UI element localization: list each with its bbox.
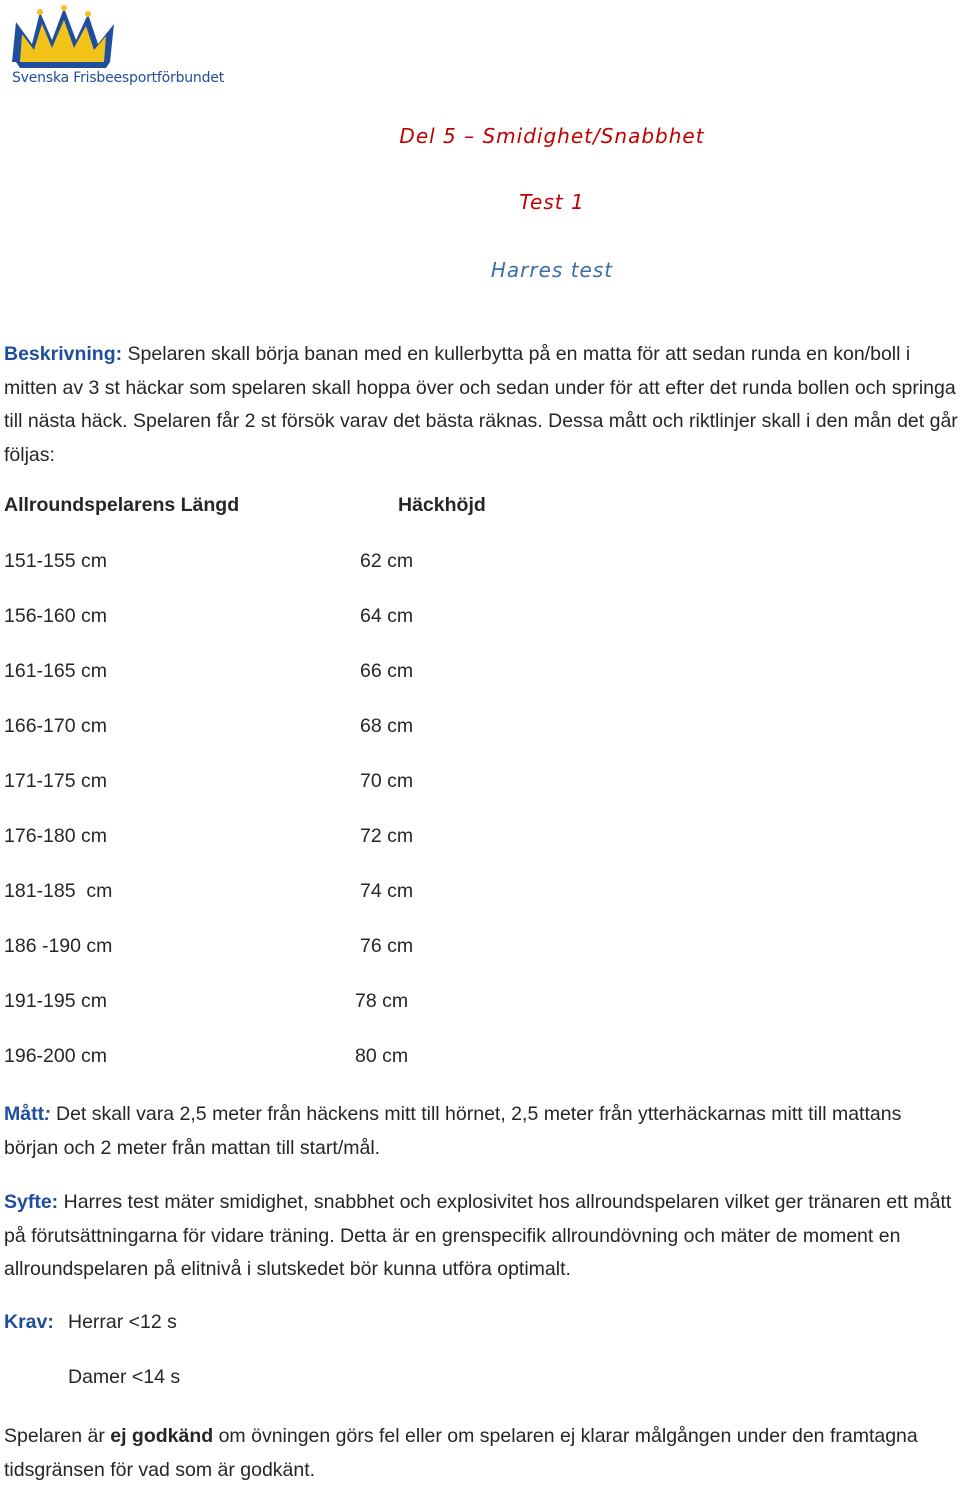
height-cell: 78 cm — [355, 990, 409, 1012]
length-cell: 181-185 cm — [4, 880, 113, 902]
table-row — [0, 715, 600, 745]
krav-damer: Damer <14 s — [68, 1366, 181, 1388]
description-paragraph — [4, 338, 959, 472]
crown-icon — [6, 4, 126, 74]
height-cell: 76 cm — [360, 935, 414, 957]
height-cell: 80 cm — [355, 1045, 409, 1067]
test-number: Test 1 — [519, 190, 585, 214]
table-row — [0, 770, 600, 800]
matt-colon: : — [44, 1103, 51, 1125]
length-cell: 166-170 cm — [4, 715, 107, 737]
krav-herrar: Herrar <12 s — [68, 1311, 177, 1333]
height-cell: 64 cm — [360, 605, 414, 627]
syfte-paragraph — [4, 1186, 959, 1287]
height-cell: 62 cm — [360, 550, 414, 572]
logo-text: Svenska Frisbeesportförbundet — [12, 70, 224, 86]
table-row — [0, 880, 600, 910]
length-cell: 171-175 cm — [4, 770, 107, 792]
height-cell: 66 cm — [360, 660, 414, 682]
matt-text: Det skall vara 2,5 meter från häckens mitt till hörnet, 2,5 meter från ytterhäckarnas mitt till mattans början och 2 meter från mattan till start/mål. — [4, 1103, 902, 1159]
final-paragraph — [4, 1420, 959, 1487]
table-row — [0, 990, 600, 1020]
table-row — [0, 825, 600, 855]
syfte-text: Harres test mäter smidighet, snabbhet och explosivitet hos allroundspelaren vilket ger tränaren ett mått på förutsättningarna för vidare träning. Detta är en grenspecifik allroundövning och mäter de moment en allroundspelaren på elitnivå i slutskedet bör kunna utföra optimalt. — [4, 1191, 952, 1280]
height-column-header: Häckhöjd — [398, 494, 486, 516]
length-cell: 151-155 cm — [4, 550, 107, 572]
table-row — [0, 605, 600, 635]
final-before: Spelaren är — [4, 1425, 111, 1447]
federation-logo — [6, 4, 226, 90]
table-row — [0, 1045, 600, 1075]
description-text: Spelaren skall börja banan med en kullerbytta på en matta för att sedan runda en kon/boll i mitten av 3 st häckar som spelaren skall hoppa över och sedan under för att efter det runda bollen och springa till nästa häck. Spelaren får 2 st försök varav det bästa räknas. Dessa mått och riktlinjer skall i den mån det går följas: — [4, 343, 958, 466]
syfte-label: Syfte: — [4, 1191, 59, 1213]
matt-label: Mått — [4, 1103, 45, 1125]
length-cell: 191-195 cm — [4, 990, 107, 1012]
table-row — [0, 935, 600, 965]
length-cell: 176-180 cm — [4, 825, 107, 847]
description-label: Beskrivning: — [4, 343, 123, 365]
matt-paragraph — [4, 1098, 959, 1165]
test-name: Harres test — [490, 258, 614, 282]
krav-label: Krav: — [4, 1311, 54, 1333]
table-row — [0, 660, 600, 690]
length-cell: 196-200 cm — [4, 1045, 107, 1067]
height-cell: 72 cm — [360, 825, 414, 847]
length-cell: 156-160 cm — [4, 605, 107, 627]
length-cell: 161-165 cm — [4, 660, 107, 682]
krav-line — [4, 1311, 177, 1334]
table-row — [0, 550, 600, 580]
length-cell: 186 -190 cm — [4, 935, 113, 957]
part-title: Del 5 – Smidighet/Snabbhet — [399, 124, 705, 148]
final-after: om övningen görs fel eller om spelaren ej klarar målgången under den framtagna tidsgränsen för vad som är godkänt. — [4, 1425, 918, 1481]
final-bold: ej godkänd — [110, 1425, 214, 1447]
height-cell: 70 cm — [360, 770, 414, 792]
height-cell: 68 cm — [360, 715, 414, 737]
length-column-header: Allroundspelarens Längd — [4, 494, 240, 516]
height-cell: 74 cm — [360, 880, 414, 902]
